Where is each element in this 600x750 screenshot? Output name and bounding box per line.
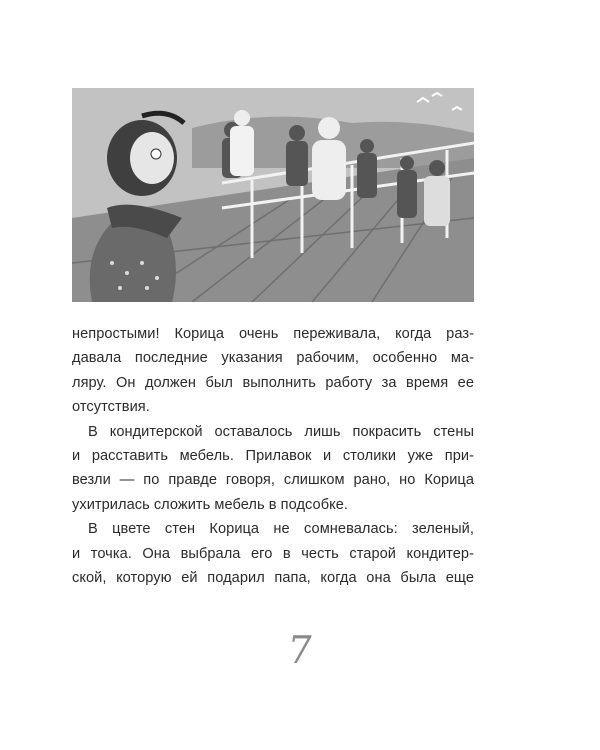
ship-deck-illustration (72, 88, 474, 302)
text-line: давала последние указания рабочим, особенно ма- (72, 350, 474, 367)
text-line: и расставить мебель. Прилавок и столики уже при- (72, 447, 474, 464)
text-line: ляру. Он должен был выполнить работу за время ее (72, 374, 474, 391)
ship-deck-illustration-icon (72, 88, 474, 302)
body-text (72, 322, 474, 590)
text-line: В кондитерской оставалось лишь покрасить стены (88, 423, 474, 440)
text-line: ской, которую ей подарил папа, когда она была еще (72, 569, 474, 586)
text-line: отсутствия. (72, 399, 150, 416)
page-number: 7 (284, 628, 316, 672)
text-line: и точка. Она выбрала его в честь старой кондитер- (72, 545, 474, 562)
text-line: непростыми! Корица очень переживала, когда раз- (72, 326, 474, 342)
text-line: В цвете стен Корица не сомневалась: зеленый, (88, 521, 474, 538)
text-line: ухитрилась сложить мебель в подсобке. (72, 496, 348, 513)
text-line: везли — по правде говоря, слишком рано, но Корица (72, 472, 474, 489)
